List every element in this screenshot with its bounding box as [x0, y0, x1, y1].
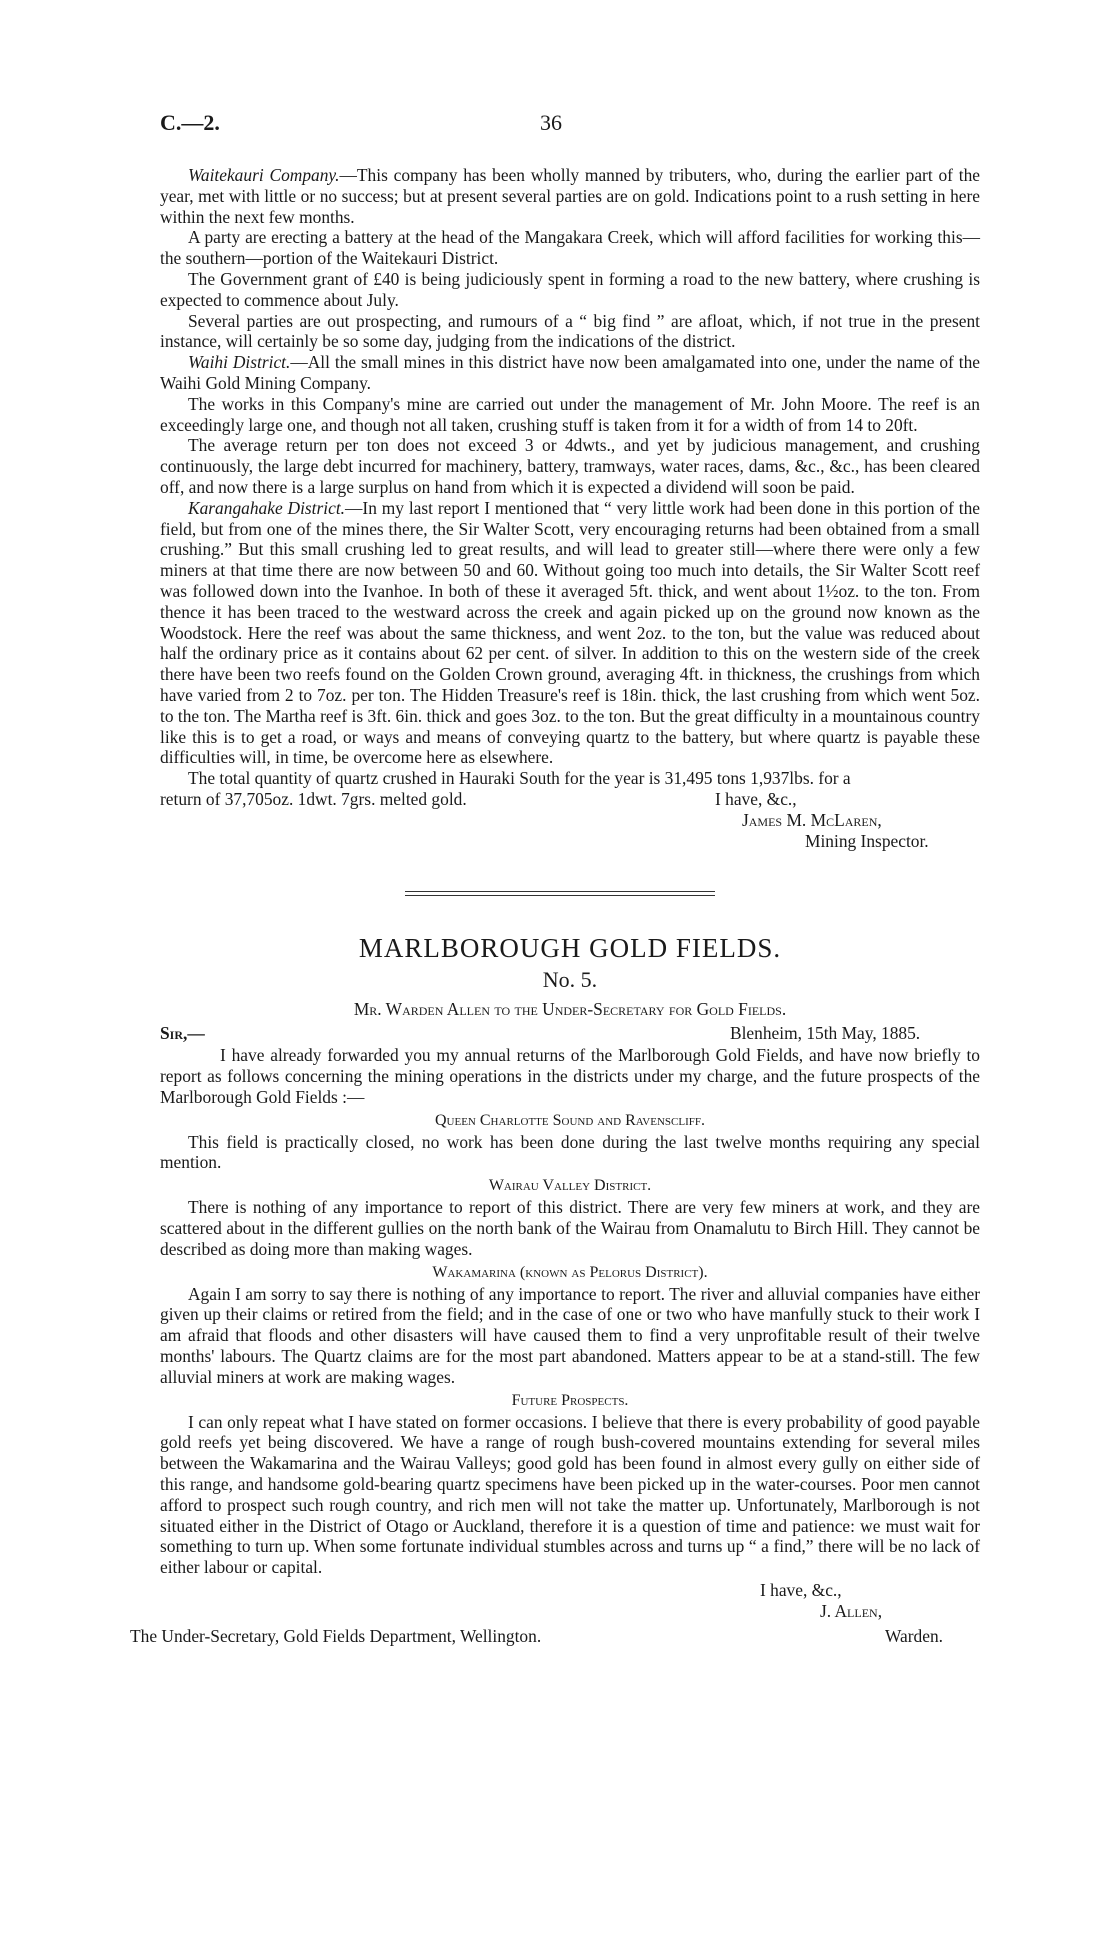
- paragraph-queen-charlotte: This field is practically closed, no work has been done during the last twelve months requiring any special mention.: [160, 1131, 980, 1173]
- subheading-wairau-valley: Wairau Valley District.: [488, 1177, 652, 1195]
- addressee-line: [130, 1625, 980, 1648]
- paragraph-prospecting: Several parties are out prospecting, and rumours of a “ big find ” are afloat, which, if not true in the present instance, will certainly be so some day, judging from the indications of the district.: [160, 310, 980, 352]
- paragraph-wairau-valley: There is nothing of any importance to report of this district. There are very few miners at work, and they are scattered about in the different gullies on the north bank of the Wairau from Onamalutu to Birch Hill. They cannot be described as doing more than making wages.: [160, 1197, 980, 1259]
- from-to-line: Mr. Warden Allen to the Under-Secretary for Gold Fields.: [353, 999, 787, 1020]
- warden-signer-name: J. Allen,: [820, 1600, 883, 1621]
- total-line-2: return of 37,705oz. 1dwt. 7grs. melted gold.: [160, 788, 467, 809]
- divider-line: [405, 895, 715, 896]
- subheading-queen-charlotte: Queen Charlotte Sound and Ravenscliff.: [435, 1111, 705, 1129]
- salutation: Sir,—: [160, 1023, 205, 1044]
- closing-phrase: I have, &c.,: [715, 788, 797, 809]
- signer-name: James M. McLaren,: [742, 809, 882, 830]
- paragraph-company-works: The works in this Company's mine are carried out under the management of Mr. John Moore. The reef is an exceedingly large one, and though not all taken, crushing stuff is taken from it for a width of from 14 to 20ft.: [160, 393, 980, 435]
- divider-line: [405, 891, 715, 892]
- paragraph-average-return: The average return per ton does not exceed 3 or 4dwts., and yet by judicious management, and crushing continuously, the large debt incurred for machinery, battery, tramways, water races, dams, &c., &c., has been cleared off, and now there is a large surplus on hand from which it is expected a dividend will soon be paid.: [160, 435, 980, 497]
- document-reference: C.—2.: [160, 110, 220, 135]
- addressee: The Under-Secretary, Gold Fields Department, Wellington.: [130, 1625, 542, 1646]
- signer-title-line: [160, 831, 980, 852]
- signature-line: [160, 810, 980, 831]
- subheading-future-prospects: Future Prospects.: [511, 1391, 629, 1409]
- warden-title: Warden.: [885, 1625, 943, 1646]
- signer-title: Mining Inspector.: [805, 830, 929, 851]
- paragraph-wakamarina: Again I am sorry to say there is nothing of any importance to report. The river and alluvial companies have either given up their claims or retired from the field; and in the case of one or two who have manfully stuck to their work I am afraid that floods and other disasters will have caused them to find a very unprofitable result of their twelve months' labours. The Quartz claims are for the most part abandoned. Matters appear to be at a stand-still. The few alluvial miners at work are making wages.: [160, 1283, 980, 1387]
- paragraph-future-prospects: I can only repeat what I have stated on former occasions. I believe that there is every probability of good payable gold reefs yet being discovered. We have a range of rough bush-covered mountains extending for several miles between the Wakamarina and the Wairau Valleys; good gold has been found in almost every gully on either side of this range, and handsome gold-bearing quartz specimens have been picked up in the water-courses. Poor men cannot afford to prospect such rough country, and rich men will not take the matter up. Unfortunately, Marlborough is not situated either in the District of Otago or Auckland, therefore it is a question of time and patience: we must wait for something to turn up. When some fortunate individual stumbles across and turns up “ a find,” there will be no lack of either labour or capital.: [160, 1411, 980, 1578]
- warden-signature-line: [160, 1601, 980, 1622]
- intro-paragraph: I have already forwarded you my annual returns of the Marlborough Gold Fields, and have now briefly to report as follows concerning the mining operations in the districts under my charge, and the future prospects of the Marlborough Gold Fields :—: [160, 1045, 980, 1107]
- place-date: Blenheim, 15th May, 1885.: [730, 1023, 921, 1044]
- subheading-wakamarina: Wakamarina (known as Pelorus District).: [432, 1263, 708, 1281]
- paragraph-total-quantity: The total quantity of quartz crushed in Hauraki South for the year is 31,495 tons 1,937lbs. for a: [188, 768, 851, 789]
- salutation-line: [160, 1023, 980, 1045]
- warden-closing-phrase: I have, &c.,: [760, 1580, 842, 1601]
- page-header: [160, 110, 980, 140]
- section-number: No. 5.: [542, 967, 598, 993]
- paragraph-waitekauri-company: Waitekauri Company.—This company has been wholly manned by tributers, who, during the earlier part of the year, met with little or no success; but at present several parties are on gold. Indications point to a rush setting in here within the next few months.: [160, 165, 980, 227]
- section-title: MARLBOROUGH GOLD FIELDS.: [358, 933, 782, 964]
- page-number: 36: [540, 110, 562, 135]
- paragraph-government-grant: The Government grant of £40 is being judiciously spent in forming a road to the new battery, where crushing is expected to commence about July.: [160, 268, 980, 310]
- paragraph-battery: A party are erecting a battery at the head of the Mangakara Creek, which will afford facilities for working this—the southern—portion of the Waitekauri District.: [160, 227, 980, 269]
- document-body: [130, 165, 981, 1648]
- warden-closing-line: [160, 1580, 980, 1601]
- total-and-closing-line: [160, 789, 980, 810]
- paragraph-karangahake-district: Karangahake District.—In my last report I mentioned that “ very little work had been done in this portion of the field, but from one of the mines there, the Sir Walter Scott, very encouraging returns had been obtained from a small crushing.” But this small crushing led to great results, and will lead to greater still—where there were only a few miners at that time there are now between 50 and 60. Without going too much into details, the Sir Walter Scott reef was followed down into the Ivanhoe. In both of these it averaged 5ft. thick, and went about 1½oz. to the ton. From thence it has been traced to the westward across the creek and again picked up on the ground now known as the Woodstock. Here the reef was about the same thickness, and went 2oz. to the ton, but the value was reduced about half the ordinary price as it contains about 62 per cent. of silver. In addition to this on the western side of the creek there have been two reefs found on the Golden Crown ground, averaging 4ft. in thickness, the crushings from which have varied from 2 to 7oz. per ton. The Hidden Treasure's reef is 18in. thick, the last crushing from which went 5oz. to the ton. The Martha reef is 3ft. 6in. thick and goes 3oz. to the ton. But the great difficulty in a mountainous country like this is to get a road, or ways and means of conveying quartz to the battery, but where quartz is payable these difficulties will, in time, be overcome here as elsewhere.: [160, 497, 980, 768]
- section-divider: [160, 851, 980, 931]
- paragraph-waihi-district: Waihi District.—All the small mines in this district have now been amalgamated into one, under the name of the Waihi Gold Mining Company.: [160, 352, 981, 393]
